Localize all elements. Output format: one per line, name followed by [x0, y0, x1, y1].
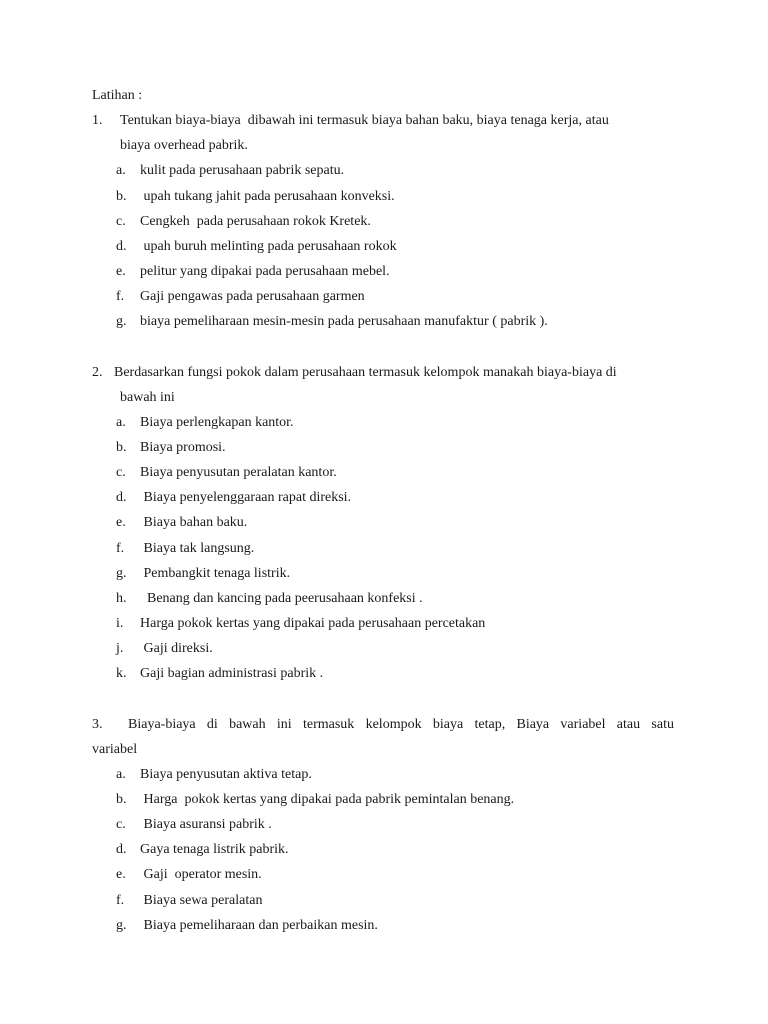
sub-item-text: Gaji operator mesin.: [140, 867, 262, 883]
sub-item-text: Biaya perlengkapan kantor.: [140, 414, 294, 430]
sub-item: [92, 263, 674, 288]
sub-item-text: Biaya asuransi pabrik .: [140, 817, 272, 833]
sub-item-label: d.: [116, 238, 127, 254]
sub-item-label: j.: [116, 641, 124, 657]
sub-item-label: k.: [116, 666, 127, 682]
sub-item-label: e.: [116, 515, 126, 531]
question-word: termasuk: [302, 716, 355, 732]
sub-item: [92, 288, 674, 313]
sub-item: [92, 464, 674, 489]
sub-item-label: h.: [116, 590, 127, 606]
sub-item: [92, 414, 674, 439]
sub-item-text: Pembangkit tenaga listrik.: [140, 565, 291, 581]
sub-item: [92, 489, 674, 514]
sub-item-label: f.: [116, 540, 125, 556]
question-word: ini: [276, 716, 292, 732]
sub-item-text: Gaya tenaga listrik pabrik.: [140, 842, 289, 858]
sub-item-label: g.: [116, 314, 127, 330]
sub-item: [92, 313, 674, 338]
sub-item-label: a.: [116, 766, 126, 782]
sub-item-text: Biaya sewa peralatan: [140, 892, 263, 908]
sub-item-label: b.: [116, 439, 127, 455]
sub-item-text: upah buruh melinting pada perusahaan rokok: [140, 238, 397, 254]
sub-item-text: Gaji direksi.: [140, 641, 213, 657]
sub-item-text: Biaya pemeliharaan dan perbaikan mesin.: [140, 917, 378, 933]
sub-item: [92, 766, 674, 791]
question-word: satu: [651, 716, 674, 732]
sub-item-label: b.: [116, 188, 127, 204]
sub-item-label: g.: [116, 565, 127, 581]
question-1: [92, 112, 674, 137]
sub-item-text: pelitur yang dipakai pada perusahaan mebel.: [140, 263, 390, 279]
sub-item: [92, 565, 674, 590]
question-3: [92, 716, 674, 741]
sub-item-label: f.: [116, 289, 125, 305]
sub-item-label: f.: [116, 892, 125, 908]
sub-item-label: c.: [116, 817, 126, 833]
sub-item-label: a.: [116, 163, 126, 179]
sub-item-label: g.: [116, 917, 127, 933]
sub-item-text: Biaya bahan baku.: [140, 515, 248, 531]
sub-item-text: Biaya tak langsung.: [140, 540, 255, 556]
question-word: bawah: [229, 716, 266, 732]
exercise-title: Latihan :: [92, 88, 143, 103]
sub-item: [92, 615, 674, 640]
sub-item-text: upah tukang jahit pada perusahaan konveksi.: [140, 188, 395, 204]
sub-item: [92, 892, 674, 917]
question-number: 1.: [92, 113, 103, 129]
sub-item: [92, 791, 674, 816]
question-word: Biaya-biaya: [128, 716, 196, 732]
sub-item-text: Biaya penyusutan aktiva tetap.: [140, 766, 312, 782]
question-word: di: [206, 716, 218, 732]
question-number: 2.: [92, 364, 103, 380]
question-text-continued: variabel: [92, 741, 138, 757]
sub-item-text: Gaji pengawas pada perusahaan garmen: [140, 289, 365, 305]
question-word: tetap,: [474, 716, 506, 732]
sub-item-text: biaya pemeliharaan mesin-mesin pada perusahaan manufaktur ( pabrik ).: [140, 314, 548, 330]
question-text: [128, 716, 674, 734]
question-text: Tentukan biaya-biaya dibawah ini termasuk biaya bahan baku, biaya tenaga kerja, atau: [120, 113, 609, 129]
blank-line: [92, 338, 674, 363]
sub-item: [92, 213, 674, 238]
question-text-continued: biaya overhead pabrik.: [120, 138, 248, 154]
sub-item-text: kulit pada perusahaan pabrik sepatu.: [140, 163, 345, 179]
sub-item: [92, 816, 674, 841]
question-text: Berdasarkan fungsi pokok dalam perusahaan termasuk kelompok manakah biaya-biaya di: [114, 364, 617, 380]
sub-item: [92, 590, 674, 615]
question-word: variabel: [560, 716, 606, 732]
sub-item-text: Harga pokok kertas yang dipakai pada pabrik pemintalan benang.: [140, 791, 515, 807]
question-word: Biaya: [516, 716, 550, 732]
sub-item-label: d.: [116, 842, 127, 858]
sub-item: [92, 188, 674, 213]
sub-item: [92, 665, 674, 690]
question-word: atau: [616, 716, 641, 732]
sub-item-label: e.: [116, 263, 126, 279]
sub-item: [92, 439, 674, 464]
sub-item-label: b.: [116, 791, 127, 807]
sub-item-text: Biaya penyusutan peralatan kantor.: [140, 465, 337, 481]
sub-item-label: d.: [116, 490, 127, 506]
sub-item-text: Gaji bagian administrasi pabrik .: [140, 666, 324, 682]
sub-item-text: Benang dan kancing pada peerusahaan konfeksi .: [140, 590, 423, 606]
sub-item-label: c.: [116, 213, 126, 229]
question-text-continued: bawah ini: [120, 389, 175, 405]
sub-item: [92, 841, 674, 866]
sub-item: [92, 540, 674, 565]
sub-item-label: e.: [116, 867, 126, 883]
sub-item-text: Biaya penyelenggaraan rapat direksi.: [140, 490, 352, 506]
sub-item: [92, 917, 674, 942]
sub-item-text: Cengkeh pada perusahaan rokok Kretek.: [140, 213, 371, 229]
question-2: [92, 364, 674, 389]
sub-item-text: Biaya promosi.: [140, 439, 226, 455]
sub-item: [92, 514, 674, 539]
sub-item: [92, 162, 674, 187]
question-number: 3.: [92, 716, 103, 732]
document-page: [92, 87, 674, 942]
sub-item-label: c.: [116, 465, 126, 481]
question-word: biaya: [432, 716, 464, 732]
sub-item-text: Harga pokok kertas yang dipakai pada perusahaan percetakan: [140, 615, 486, 631]
sub-item: [92, 238, 674, 263]
sub-item-label: a.: [116, 414, 126, 430]
question-word: kelompok: [365, 716, 422, 732]
sub-item-label: i.: [116, 615, 124, 631]
blank-line: [92, 690, 674, 715]
sub-item: [92, 640, 674, 665]
sub-item: [92, 866, 674, 891]
